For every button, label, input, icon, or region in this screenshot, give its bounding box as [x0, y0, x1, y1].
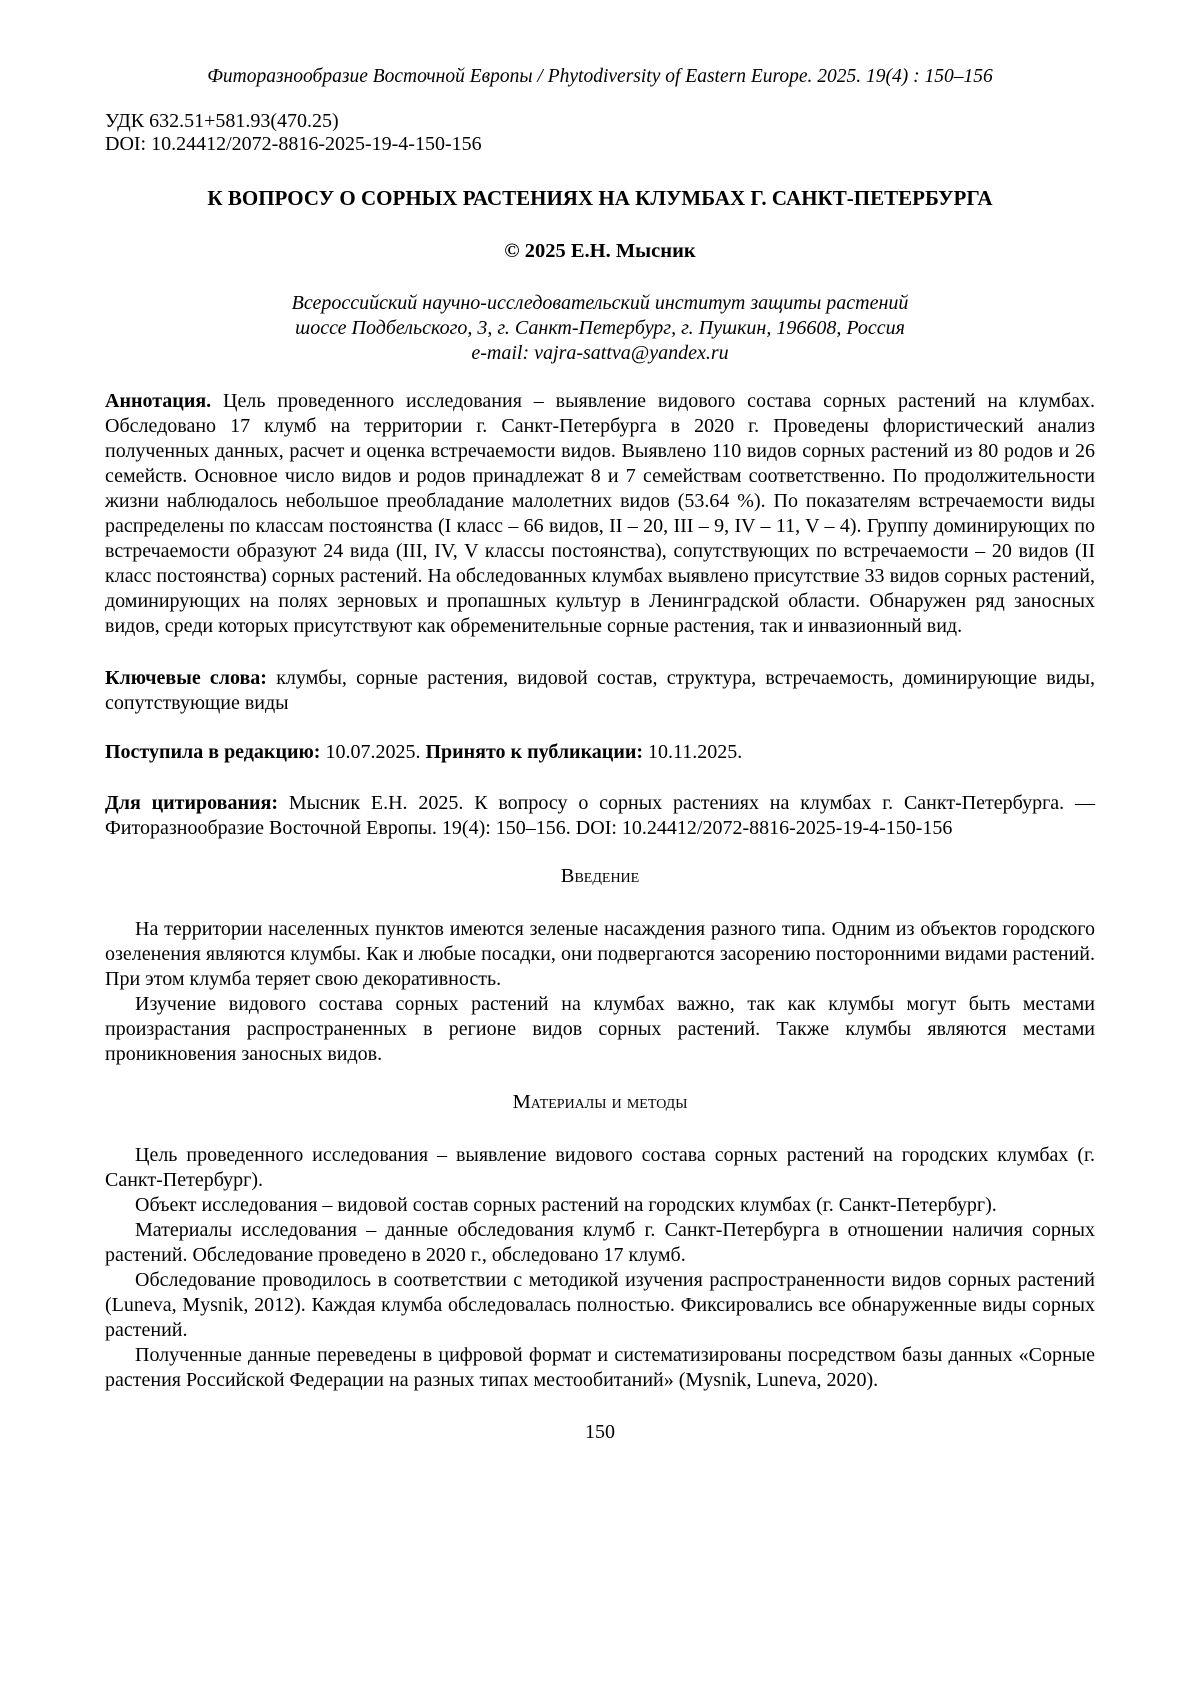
- accepted-date: 10.11.2025.: [648, 741, 743, 763]
- udc-line: УДК 632.51+581.93(470.25): [105, 110, 339, 132]
- meta-block: [105, 110, 1095, 156]
- abstract-paragraph: [105, 389, 1095, 639]
- affiliation-institute: Всероссийский научно-исследовательский институт защиты растений: [291, 292, 909, 314]
- abstract-label: Аннотация.: [105, 390, 212, 412]
- journal-header: Фиторазнообразие Восточной Европы / Phytodiversity of Eastern Europe. 2025. 19(4) : 150–156: [207, 66, 993, 87]
- copyright-author: © 2025 Е.Н. Мысник: [504, 240, 696, 262]
- materials-paragraph: Цель проведенного исследования – выявление видового состава сорных растений на городских клумбах (г. Санкт-Петербург).: [105, 1144, 1095, 1191]
- materials-section: [105, 1143, 1095, 1393]
- introduction-paragraph: На территории населенных пунктов имеются зеленые насаждения разного типа. Одним из объектов городского озеленения являются клумбы. Как и любые посадки, они подвергаются засорению посторонними видами растений. При этом клумба теряет свою декоративность.: [105, 918, 1095, 990]
- citation-text: Мысник Е.Н. 2025. К вопросу о сорных растениях на клумбах г. Санкт-Петербурга. — Фиторазнообразие Восточной Европы. 19(4): 150–156. DOI: 10.24412/2072-8816-2025-19-4-150-156: [105, 792, 1096, 839]
- introduction-section: [105, 917, 1095, 1067]
- section-heading-introduction: Введение: [560, 865, 640, 887]
- abstract-text: Цель проведенного исследования – выявление видового состава сорных растений на клумбах. Обследовано 17 клумб на территории г. Санкт-Петербурга в 2020 г. Проведены флористический анализ полученных данных, расчет и оценка встречаемости видов. Выявлено 110 видов сорных растений из 80 родов и 26 семейств. Основное число видов и родов принадлежат 8 и 7 семействам соответственно. По продолжительности жизни наблюдалось небольшое преобладание малолетних видов (53.64 %). По показателям встречаемости виды распределены по классам постоянства (I класс – 66 видов, II – 20, III – 9, IV – 11, V – 4). Группу доминирующих по встречаемости образуют 24 вида (III, IV, V классы постоянства), сопутствующих по встречаемости – 20 видов (II класс постоянства) сорных растений. На обследованных клумбах выявлено присутствие 33 видов сорных растений, доминирующих на полях зерновых и пропашных культур в Ленинградской области. Обнаружен ряд заносных видов, среди которых присутствуют как обременительные сорные растения, так и инвазионный вид.: [105, 390, 1095, 637]
- citation-label: Для цитирования:: [105, 792, 278, 814]
- materials-paragraph: Обследование проводилось в соответствии с методикой изучения распространенности видов сорных растений (Luneva, Mysnik, 2012). Каждая клумба обследовалась полностью. Фиксировались все обнаруженные виды сорных растений.: [105, 1269, 1095, 1341]
- citation-paragraph: [105, 791, 1095, 841]
- materials-paragraph: Объект исследования – видовой состав сорных растений на городских клумбах (г. Санкт-Петербург).: [135, 1194, 997, 1216]
- keywords-text: клумбы, сорные растения, видовой состав, структура, встречаемость, доминирующие виды, сопутствующие виды: [105, 667, 1095, 714]
- introduction-paragraph: Изучение видового состава сорных растений на клумбах важно, так как клумбы могут быть местами произрастания распространенных в регионе видов сорных растений. Также клумбы являются местами проникновения заносных видов.: [105, 993, 1095, 1065]
- keywords-paragraph: [105, 666, 1095, 716]
- affiliation-email: e-mail: vajra-sattva@yandex.ru: [471, 342, 729, 364]
- article-title: К ВОПРОСУ О СОРНЫХ РАСТЕНИЯХ НА КЛУМБАХ Г. САНКТ-ПЕТЕРБУРГА: [207, 186, 993, 210]
- materials-paragraph: Полученные данные переведены в цифровой формат и систематизированы посредством базы данных «Сорные растения Российской Федерации на разных типах местообитаний» (Mysnik, Luneva, 2020).: [105, 1344, 1095, 1391]
- affiliation-address: шоссе Подбельского, 3, г. Санкт-Петербург, г. Пушкин, 196608, Россия: [295, 317, 905, 339]
- received-date: 10.07.2025.: [325, 741, 421, 763]
- affiliation-block: [105, 291, 1095, 366]
- keywords-label: Ключевые слова:: [105, 667, 267, 689]
- page-number: 150: [585, 1421, 615, 1443]
- document-page: [105, 0, 1095, 1445]
- doi-line: DOI: 10.24412/2072-8816-2025-19-4-150-156: [105, 133, 482, 155]
- materials-paragraph: Материалы исследования – данные обследования клумб г. Санкт-Петербурга в отношении наличия сорных растений. Обследование проведено в 2020 г., обследовано 17 клумб.: [105, 1219, 1095, 1266]
- dates-line: [105, 740, 1095, 765]
- received-label: Поступила в редакцию:: [105, 741, 321, 763]
- accepted-label: Принято к публикации:: [425, 741, 644, 763]
- section-heading-materials: Материалы и методы: [512, 1091, 688, 1113]
